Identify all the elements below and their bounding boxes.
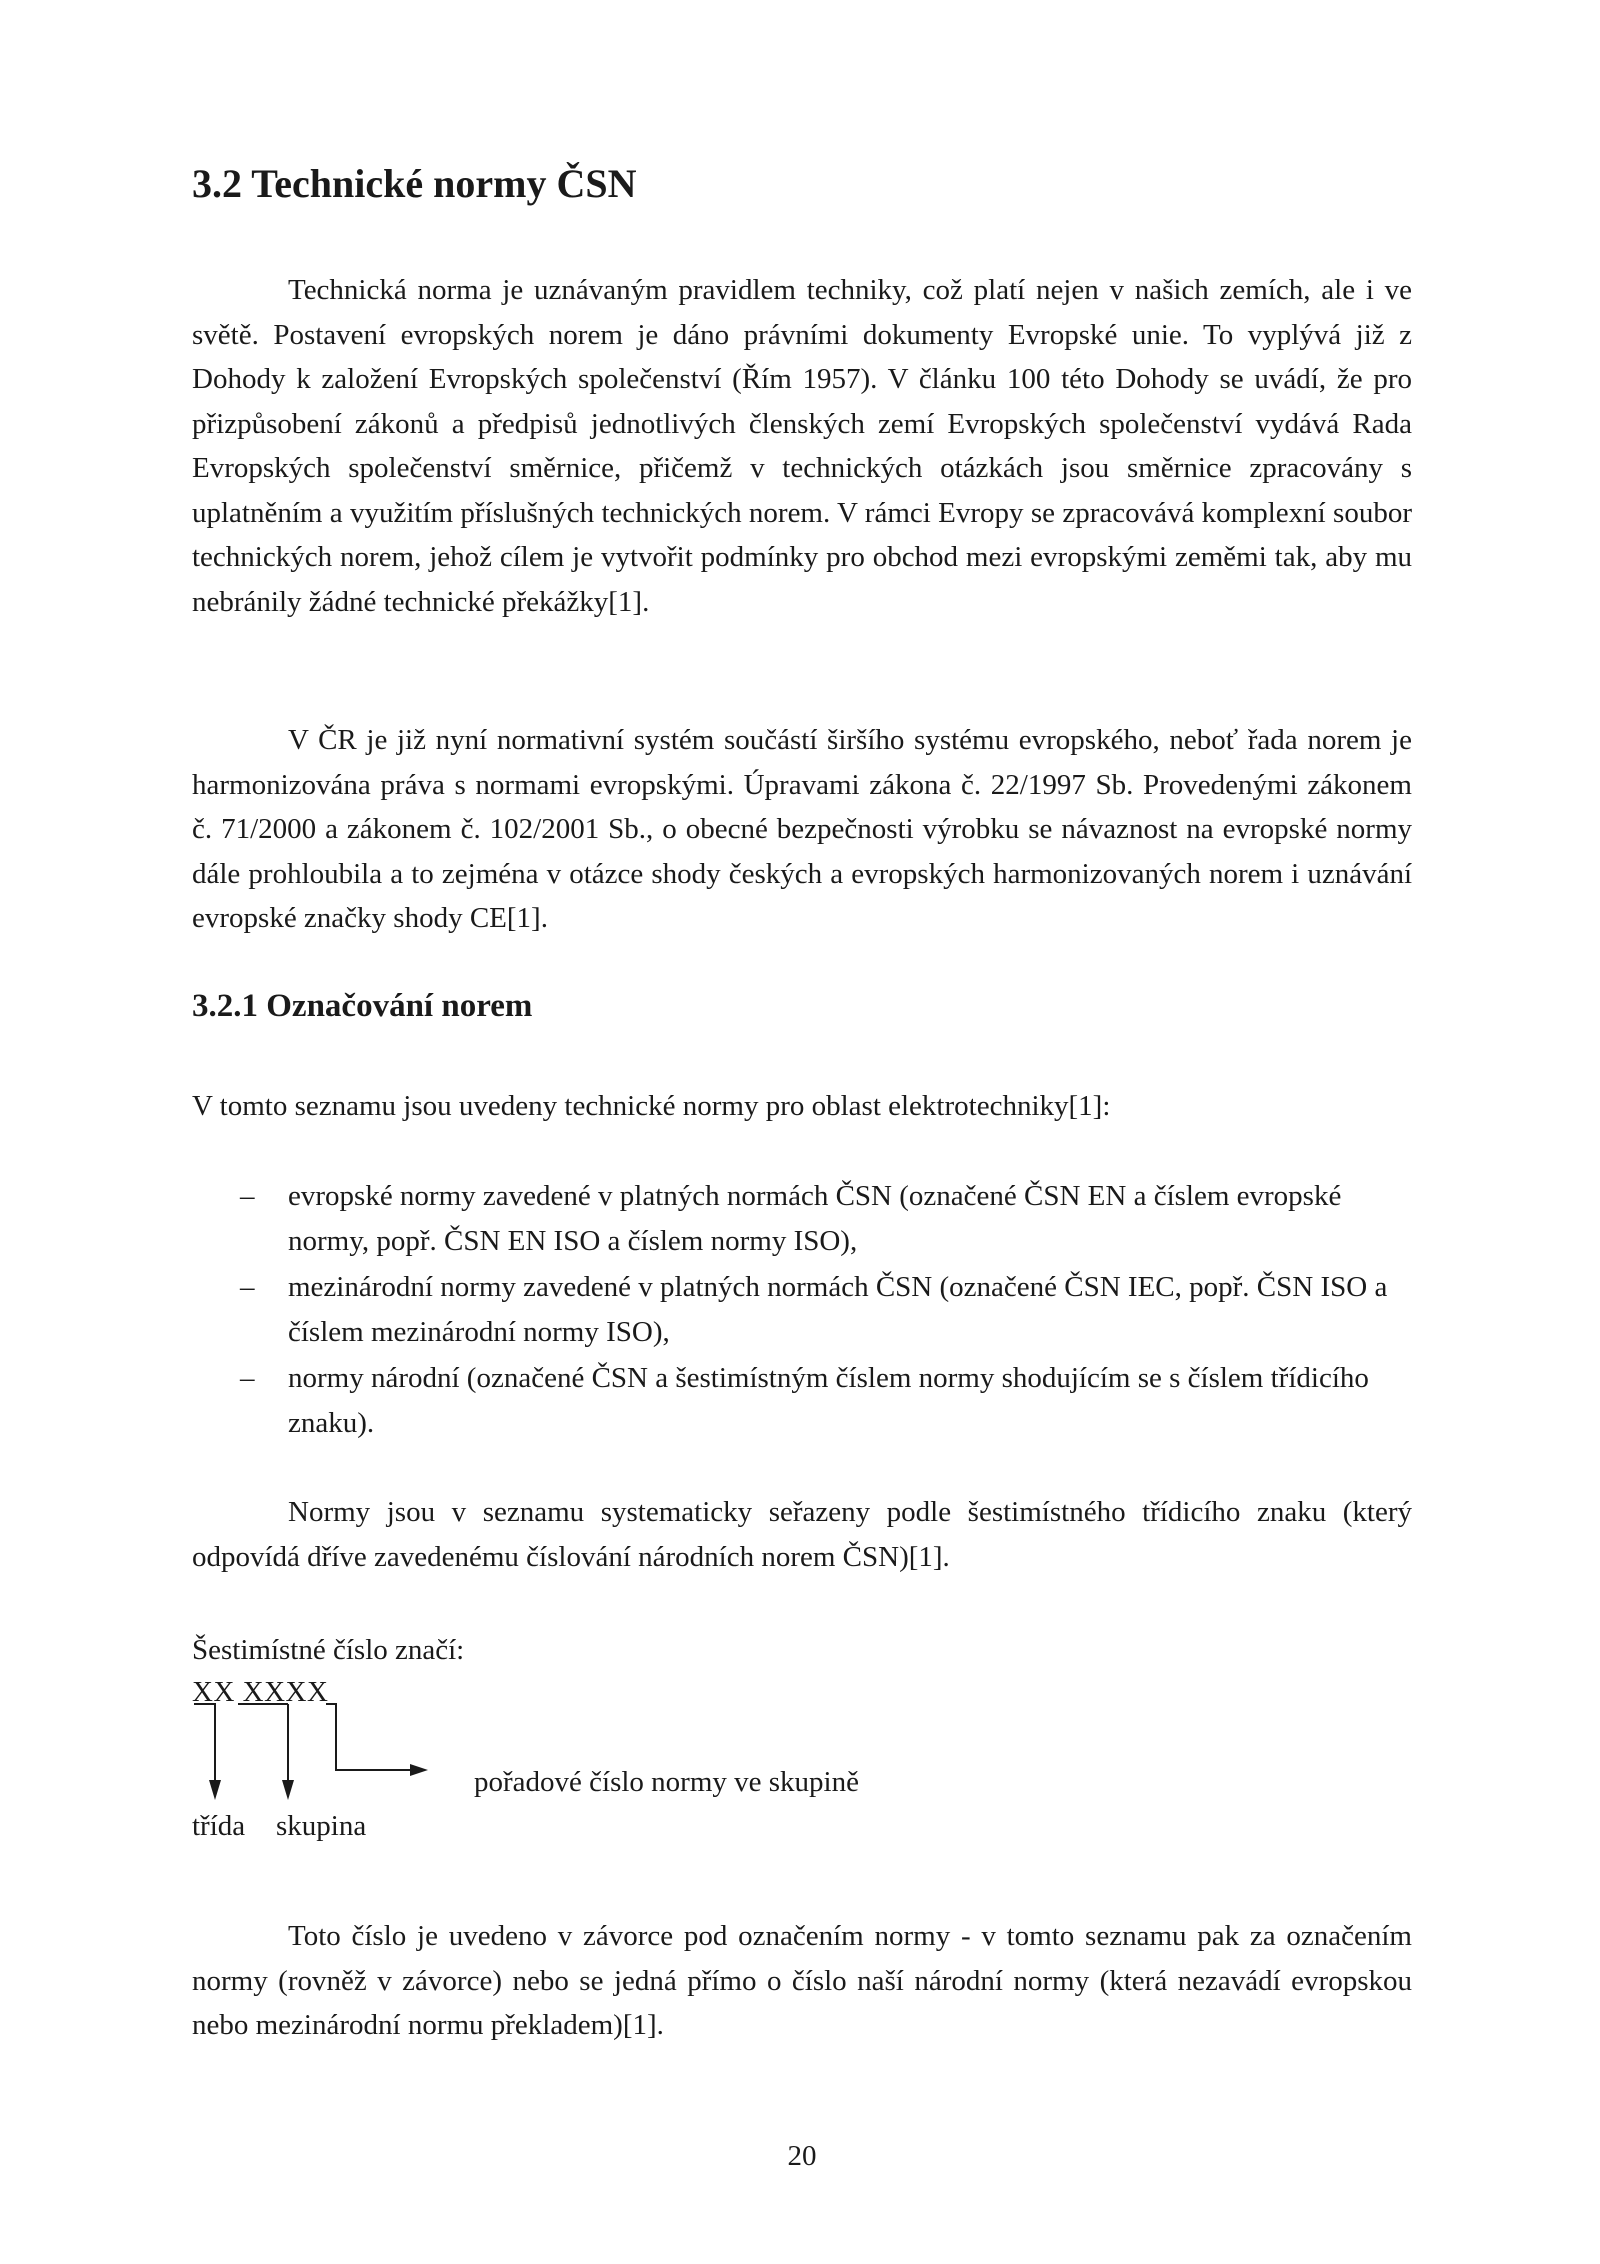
list-item-text: mezinárodní normy zavedené v platných normách ČSN (označené ČSN IEC, popř. ČSN ISO a číslem mezinárodní normy ISO),	[288, 1271, 1388, 1348]
subsection-heading: 3.2.1 Označování norem	[192, 988, 533, 1024]
scheme-label-group: skupina	[276, 1810, 367, 1842]
paragraph-czech-normative-system: V ČR je již nyní normativní systém součástí širšího systému evropského, neboť řada norem je harmonizována práva s normami evropskými. Úpravami zákona č. 22/1997 Sb. Provedenými zákonem č. 71/2000 a zákonem č. 102/2001 Sb., o obecné bezpečnosti výrobku se návaznost na evropské normy dále prohloubila a to zejména v otázce shody českých a evropských harmonizovaných norem i uznávání evropské značky shody CE[1].	[192, 724, 1412, 934]
scheme-label-class: třída	[192, 1810, 246, 1842]
scheme-code: XX XXXX	[192, 1676, 329, 1708]
list-dash-marker: –	[240, 1180, 255, 1212]
page-number: 20	[787, 2140, 817, 2172]
list-dash-marker: –	[240, 1271, 255, 1303]
list-item	[192, 1174, 1412, 1264]
paragraph-closing: Toto číslo je uvedeno v závorce pod označením normy - v tomto seznamu pak za označením normy (rovněž v závorce) nebo se jedná přímo o číslo naší národní normy (která nezavádí evropskou nebo mezinárodní normu překladem)[1].	[192, 1920, 1412, 2041]
paragraph-sorting: Normy jsou v seznamu systematicky seřazeny podle šestimístného třídicího znaku (který odpovídá dříve zavedenému číslování národních norem ČSN)[1].	[192, 1496, 1412, 1573]
list-item-text: normy národní (označené ČSN a šestimístným číslem normy shodujícím se s číslem třídicího znaku).	[288, 1362, 1369, 1439]
list-dash-marker: –	[240, 1362, 255, 1394]
list-item	[192, 1265, 1412, 1355]
list-item-text: evropské normy zavedené v platných normách ČSN (označené ČSN EN a číslem evropské normy, popř. ČSN EN ISO a číslem normy ISO),	[288, 1180, 1342, 1257]
document-page	[192, 0, 1412, 2264]
class-arrow-line	[194, 1704, 215, 1784]
scheme-label-order: pořadové číslo normy ve skupině	[474, 1766, 859, 1798]
order-arrowhead-icon	[410, 1764, 428, 1776]
group-arrowhead-icon	[282, 1780, 294, 1800]
order-arrow-line	[326, 1704, 414, 1770]
list-item	[192, 1356, 1412, 1446]
paragraph-technical-norm-definition: Technická norma je uznávaným pravidlem techniky, což platí nejen v našich zemích, ale i ve světě. Postavení evropských norem je dáno právními dokumenty Evropské unie. To vyplývá již z Dohody k založení Evropských společenství (Řím 1957). V článku 100 této Dohody se uvádí, že pro přizpůsobení zákonů a předpisů jednotlivých členských zemí Evropských společenství vydává Rada Evropských společenství směrnice, přičemž v technických otázkách jsou směrnice zpracovány s uplatněním a využitím příslušných technických norem. V rámci Evropy se zpracovává komplexní soubor technických norem, jehož cílem je vytvořit podmínky pro obchod mezi evropskými zeměmi tak, aby mu nebránily žádné technické překážky[1].	[192, 274, 1412, 618]
scheme-arrows-diagram	[192, 1700, 452, 1810]
scheme-title: Šestimístné číslo značí:	[192, 1634, 465, 1666]
norm-types-list	[192, 1174, 1412, 1447]
section-heading: 3.2 Technické normy ČSN	[192, 161, 637, 206]
class-arrowhead-icon	[209, 1780, 221, 1800]
paragraph-list-intro: V tomto seznamu jsou uvedeny technické normy pro oblast elektrotechniky[1]:	[192, 1090, 1111, 1122]
